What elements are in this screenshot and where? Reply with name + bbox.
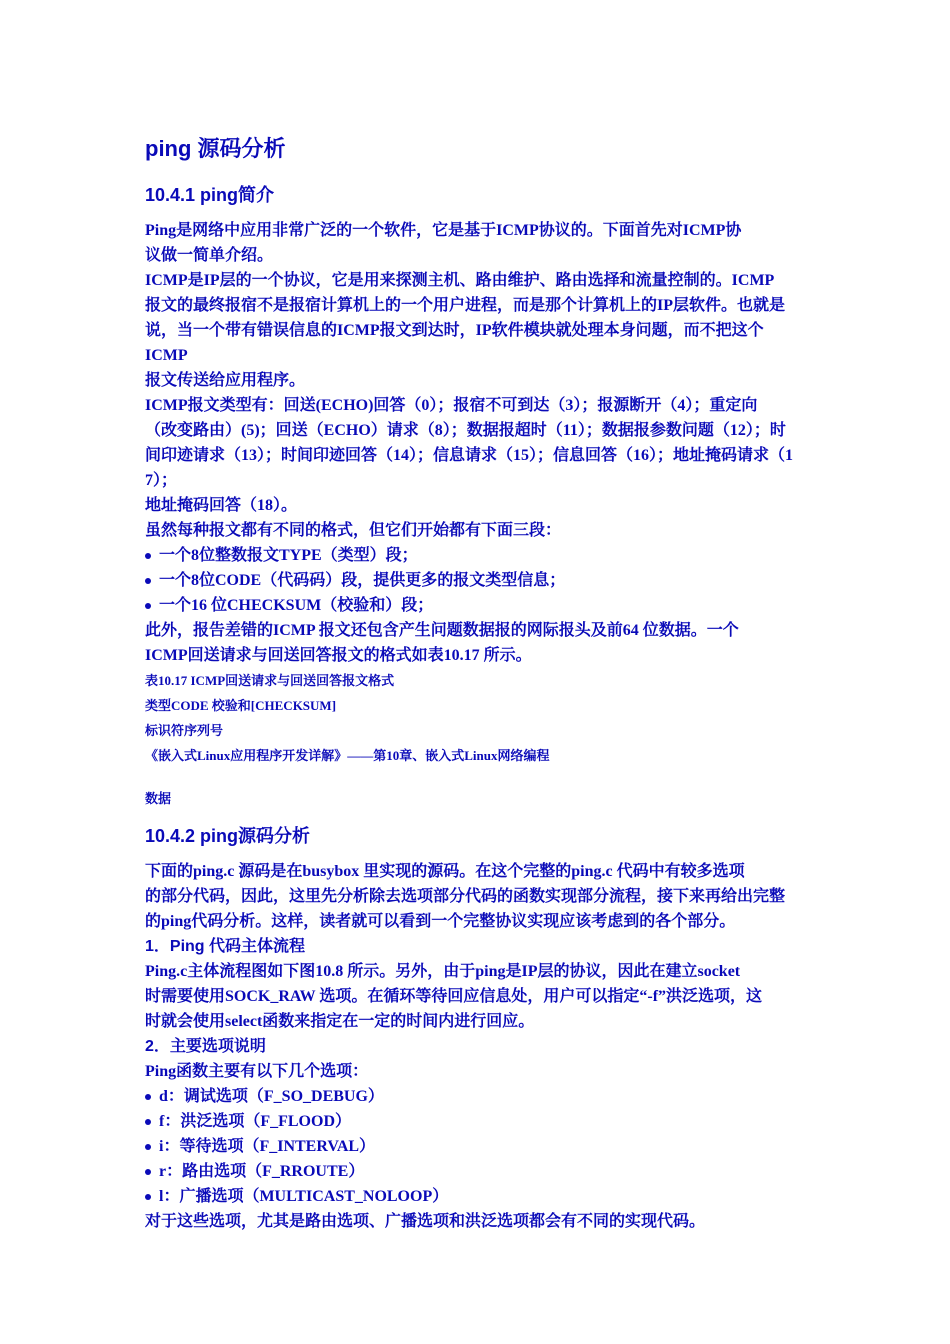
paragraph-line: 地址掩码回答（18）。 [145, 497, 298, 514]
paragraph-line: ICMP回送请求与回送回答报文的格式如表10.17 所示。 [145, 647, 532, 664]
paragraph-line: （改变路由）(5)；回送（ECHO）请求（8）；数据报超时（11）；数据报参数问题（12）；时 [145, 422, 786, 439]
bullet-icon [145, 1119, 151, 1125]
bullet-icon [145, 1144, 151, 1150]
list-item [145, 1109, 810, 1134]
paragraph-line: 间印迹请求（13）；时间印迹回答（14）；信息请求（15）；信息回答（16）；地址掩码请求（17）； [145, 447, 794, 489]
bullet-icon [145, 1094, 151, 1100]
paragraph-line: 此外，报告差错的ICMP 报文还包含产生问题数据报的网际报头及前64 位数据。一个 [145, 622, 739, 639]
table-row: 标识符序列号 [145, 723, 224, 738]
subheading-options: 2．主要选项说明 [145, 1038, 266, 1055]
list-item-text: d：调试选项（F_SO_DEBUG） [159, 1088, 384, 1105]
list-item [145, 1159, 810, 1184]
paragraph-line: 议做一简单介绍。 [145, 247, 274, 264]
bullet-icon [145, 1194, 151, 1200]
section1-body [145, 218, 810, 811]
paragraph-line: 报文传送给应用程序。 [145, 372, 306, 389]
section2-body [145, 859, 810, 1234]
paragraph-line: ICMP [145, 347, 188, 364]
table-caption: 表10.17 ICMP回送请求与回送回答报文格式 [145, 673, 395, 688]
page-footer-source: 《嵌入式Linux应用程序开发详解》——第10章、嵌入式Linux网络编程 [145, 748, 550, 763]
list-item [145, 543, 810, 568]
spacer [145, 811, 810, 821]
ping-options-list [145, 1084, 810, 1209]
bullet-icon [145, 1169, 151, 1175]
paragraph-line: 的部分代码，因此，这里先分析除去选项部分代码的函数实现部分流程，接下来再给出完整 [145, 888, 786, 905]
paragraph-line: 下面的ping.c 源码是在busybox 里实现的源码。在这个完整的ping.c 代码中有较多选项 [145, 863, 745, 880]
paragraph-line: 说，当一个带有错误信息的ICMP报文到达时，IP软件模块就处理本身问题，而不把这个 [145, 322, 764, 339]
section-heading-ping-source: 10.4.2 ping源码分析 [145, 826, 311, 846]
paragraph-line: Ping.c主体流程图如下图10.8 所示。另外，由于ping是IP层的协议，因此在建立socket [145, 963, 741, 980]
list-item-text: 一个8位整数报文TYPE（类型）段； [159, 547, 418, 564]
list-item-text: i：等待选项（F_INTERVAL） [159, 1138, 376, 1155]
paragraph-line: Ping是网络中应用非常广泛的一个软件，它是基于ICMP协议的。下面首先对ICMP协 [145, 222, 742, 239]
icmp-fields-list [145, 543, 810, 618]
paragraph-line: 虽然每种报文都有不同的格式，但它们开始都有下面三段： [145, 522, 562, 539]
paragraph-line: ICMP是IP层的一个协议，它是用来探测主机、路由维护、路由选择和流量控制的。ICMP [145, 272, 775, 289]
table-row-data: 数据 [145, 791, 172, 806]
bullet-icon [145, 553, 151, 559]
paragraph-line: 时就会使用select函数来指定在一定的时间内进行回应。 [145, 1013, 535, 1030]
paragraph-line: 对于这些选项，尤其是路由选项、广播选项和洪泛选项都会有不同的实现代码。 [145, 1213, 706, 1230]
page-title: ping 源码分析 [145, 136, 286, 161]
paragraph-line: 报文的最终报宿不是报宿计算机上的一个用户进程，而是那个计算机上的IP层软件。也就是 [145, 297, 786, 314]
bullet-icon [145, 603, 151, 609]
paragraph-line: Ping函数主要有以下几个选项： [145, 1063, 369, 1080]
paragraph-line: 的ping代码分析。这样，读者就可以看到一个完整协议实现应该考虑到的各个部分。 [145, 913, 736, 930]
section-heading-ping-intro: 10.4.1 ping简介 [145, 185, 275, 205]
list-item-text: 一个8位CODE（代码码）段，提供更多的报文类型信息； [159, 572, 566, 589]
spacer [145, 768, 810, 786]
list-item [145, 593, 810, 618]
list-item [145, 1184, 810, 1209]
list-item-text: 一个16 位CHECKSUM（校验和）段； [159, 597, 434, 614]
paragraph-line: ICMP报文类型有：回送(ECHO)回答（0）；报宿不可到达（3）；报源断开（4）；重定向 [145, 397, 758, 414]
list-item [145, 1134, 810, 1159]
list-item [145, 568, 810, 593]
bullet-icon [145, 578, 151, 584]
subheading-main-flow: 1．Ping 代码主体流程 [145, 938, 306, 955]
list-item [145, 1084, 810, 1109]
paragraph-line: 时需要使用SOCK_RAW 选项。在循环等待回应信息处，用户可以指定“-f”洪泛选项，这 [145, 988, 763, 1005]
list-item-text: f：洪泛选项（F_FLOOD） [159, 1113, 351, 1130]
table-row: 类型CODE 校验和[CHECKSUM] [145, 698, 337, 713]
list-item-text: r：路由选项（F_RROUTE） [159, 1163, 365, 1180]
document-page [145, 132, 810, 1234]
list-item-text: l：广播选项（MULTICAST_NOLOOP） [159, 1188, 449, 1205]
